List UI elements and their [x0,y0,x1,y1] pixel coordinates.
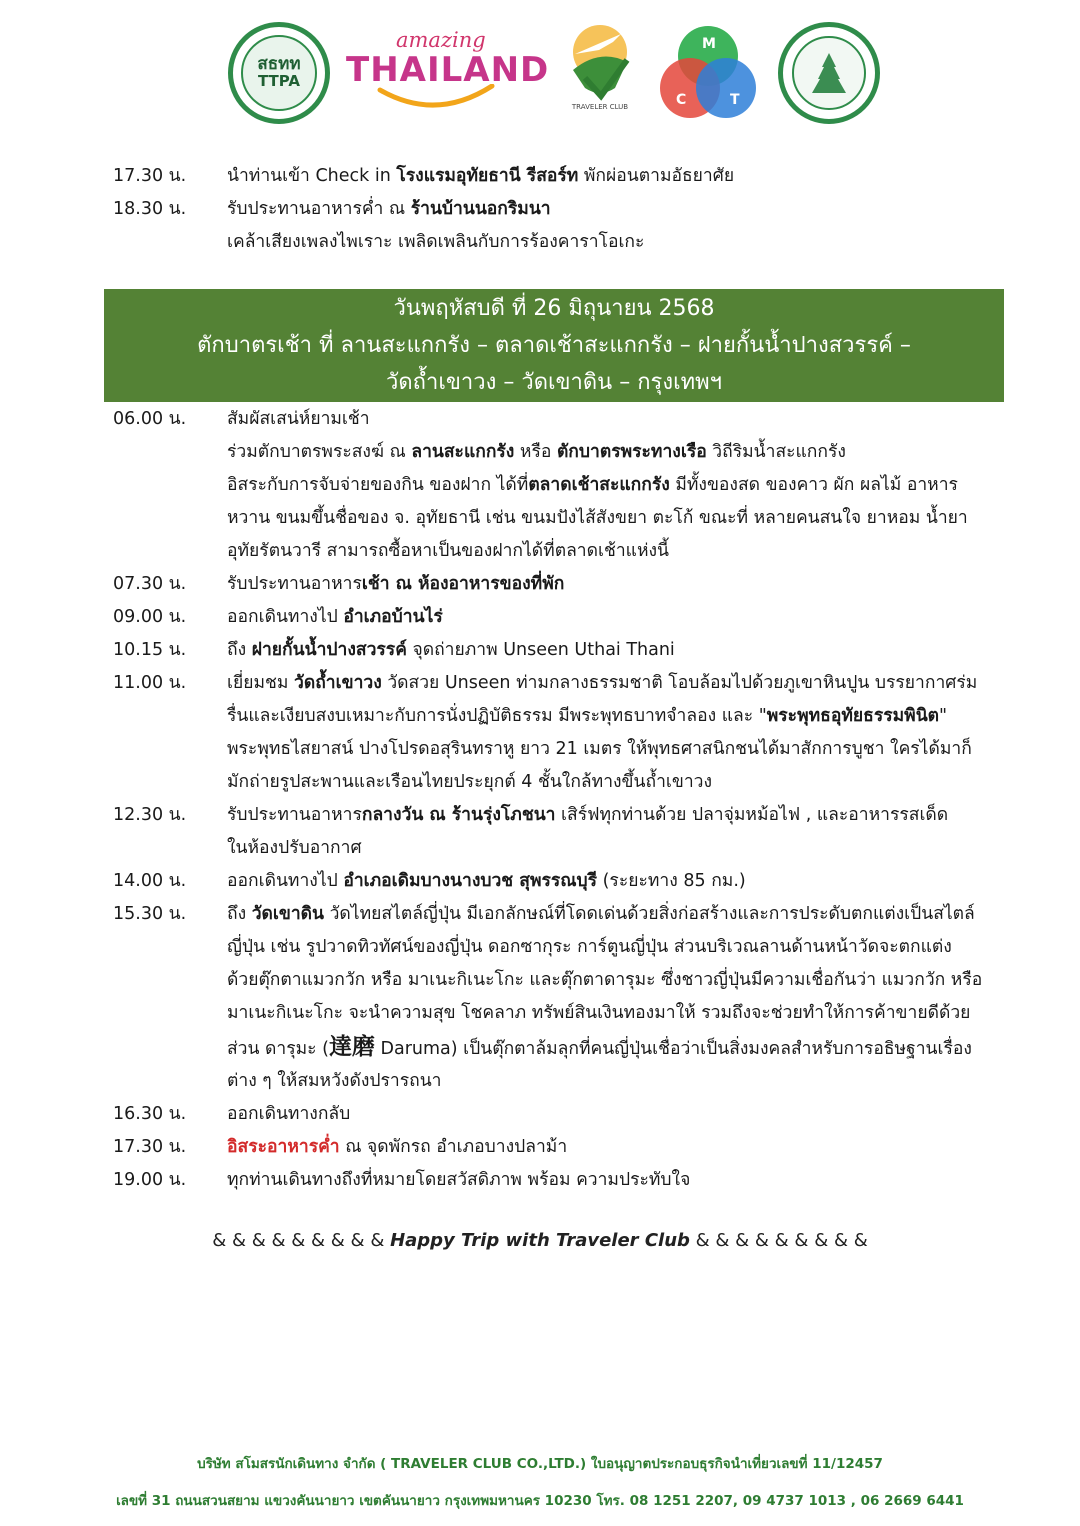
closing-ampersands-right: & & & & & & & & & [689,1230,868,1251]
footer-address-phone: เลขที่ 31 ถนนสวนสยาม แขวงคันนายาว เขตคันนายาว กรุงเทพมหานคร 10230 โทร. 08 1251 2207, 09 4737 1013 , 06 2669 6441 [116,1493,964,1509]
amazing-thailand-logo [346,28,550,118]
text-span: พระพุทธไสยาสน์ ปางโปรดอสุรินทราหู ยาว 21 เมตร ให้พุทธศาสนิกชนได้มาสักการบูชา ใครได้มาก็ [227,739,972,759]
schedule-description [227,403,997,436]
mct-logo [656,22,760,126]
text-bold: ลานสะแกกรัง [411,442,515,462]
text-bold: วัดถ้ำเขาวง [294,673,382,693]
amazing-text: amazing [396,28,486,52]
text-span: ญี่ปุ่น เช่น รูปวาดทิวทัศน์ของญี่ปุ่น ดอกซากุระ การ์ตูนญี่ปุ่น ส่วนบริเวณลานด้านหน้าวัดจะตกแต่ง [227,937,952,957]
schedule-time: 17.30 น. [113,1137,187,1157]
mct-letter-m: M [702,36,716,52]
text-span: มักถ่ายรูปสะพานและเรือนไทยประยุกต์ 4 ชั้นใกล้ทางขึ้นถ้ำเขาวง [227,772,713,792]
text-span: ถึง [227,904,252,924]
schedule-time: 09.00 น. [113,607,187,627]
schedule-time: 14.00 น. [113,871,187,891]
schedule-description [227,226,997,259]
plane-globe-icon [555,18,645,106]
mct-letter-t: T [730,92,740,108]
schedule-description [227,634,997,667]
text-span: เยี่ยมชม [227,673,295,693]
ttpa-logo-latin-text: TTPA [257,72,301,91]
schedule-time: 11.00 น. [113,673,187,693]
schedule-description [227,832,997,865]
text-highlight-red: อิสระอาหารค่ำ [227,1137,340,1157]
day-banner [104,289,1004,402]
text-span: (ระยะทาง 85 กม.) [597,871,746,891]
day-banner-date: วันพฤหัสบดี ที่ 26 มิถุนายน 2568 [393,296,715,321]
text-span: " [939,706,948,726]
text-bold: พระพุทธอุทัยธรรมพินิต [766,706,940,726]
text-span: หวาน ขนมขึ้นชื่อของ จ. อุทัยธานี เช่น ขนมปังไส้สังขยา ตะโก้ ขณะที่ หลายคนสนใจ ยาหอม น้ำยา [227,508,968,528]
text-span: ร่วมตักบาตรพระสงฆ์ ณ [227,442,412,462]
text-span: รื่นและเงียบสงบเหมาะกับการนั่งปฏิบัติธรรม มีพระพุทธบาทจำลอง และ " [227,706,767,726]
schedule-time: 18.30 น. [113,199,187,219]
text-bold: อำเภอบ้านไร่ [343,607,443,627]
text-span: อุทัยรัตนวารี สามารถซื้อหาเป็นของฝากได้ที่ตลาดเช้าแห่งนี้ [227,541,669,561]
text-span: จุดถ่ายภาพ Unseen Uthai Thani [406,640,675,660]
text-span: ออกเดินทางไป [227,607,344,627]
text-span: หรือ [514,442,557,462]
traveler-club-logo [555,18,645,118]
schedule-time: 06.00 น. [113,409,187,429]
schedule-description [227,601,997,634]
text-span: ส่วน ดารุมะ ( [227,1039,329,1059]
schedule-description [227,1098,997,1131]
schedule-description [227,1065,997,1098]
text-span: ณ จุดพักรถ อำเภอบางปลาม้า [339,1137,568,1157]
text-bold: เช้า ณ ห้องอาหารของที่พัก [361,574,565,594]
text-span: นำท่านเข้า Check in [227,166,397,186]
text-span: รับประทานอาหารค่ำ ณ [227,199,411,219]
text-bold: กลางวัน ณ ร้านรุ่งโภชนา [361,805,556,825]
schedule-time: 16.30 น. [113,1104,187,1124]
text-bold: โรงแรมอุทัยธานี รีสอร์ท [396,166,579,186]
text-span: มาเนะกิเนะโกะ จะนำความสุข โชคลาภ ทรัพย์สินเงินทองมาให้ รวมถึงจะช่วยทำให้การค้าขายดีด้วย [227,1003,971,1023]
schedule-description [227,964,997,997]
text-span: ออกเดินทางกลับ [227,1104,351,1124]
text-span: เสิร์ฟทุกท่านด้วย ปลาจุ่มหม้อไฟ , และอาหารรสเด็ด [555,805,949,825]
schedule-description [227,700,997,733]
schedule-description [227,898,997,931]
text-bold: วัดเขาดิน [251,904,325,924]
schedule-description [227,160,997,193]
text-span: รับประทานอาหาร [227,574,362,594]
schedule-description [227,193,997,226]
thailand-text: THAILAND [346,50,550,90]
schedule-description [227,502,997,535]
schedule-time: 12.30 น. [113,805,187,825]
ttpa-logo-thai-text: สธทท [257,54,301,75]
schedule-time: 10.15 น. [113,640,187,660]
text-span: มีทั้งของสด ของคาว ผัก ผลไม้ อาหาร [669,475,958,495]
schedule-description [227,865,997,898]
schedule-description [227,766,997,799]
text-span: ในห้องปรับอากาศ [227,838,362,858]
kanji-daruma: 達磨 [328,1034,375,1060]
text-span: ถึง [227,640,252,660]
text-span: อิสระกับการจับจ่ายของกิน ของฝาก ได้ที่ [227,475,529,495]
logo-strip [0,18,1080,133]
text-span: เคล้าเสียงเพลงไพเราะ เพลิดเพลินกับการร้องคาราโอเกะ [227,232,645,252]
text-span: วิถีริมน้ำสะแกกรัง [706,442,846,462]
schedule-description [227,1031,997,1066]
text-span: ด้วยตุ๊กตาแมวกวัก หรือ มาเนะกิเนะโกะ และตุ๊กตาดารุมะ ซึ่งชาวญี่ปุ่นมีความเชื่อกันว่า แมวกวัก หรือ [227,970,983,990]
day-banner-route-1: ตักบาตรเช้า ที่ ลานสะแกกรัง – ตลาดเช้าสะแกกรัง – ฝายกั้นน้ำปางสวรรค์ – [197,333,911,358]
ttpa-logo [228,22,330,124]
schedule-description [227,931,997,964]
closing-message: Happy Trip with Traveler Club [390,1230,690,1251]
traveler-club-caption: TRAVELER CLUB [571,103,629,111]
text-bold: ตลาดเช้าสะแกกรัง [528,475,670,495]
text-bold: ตักบาตรพระทางเรือ [556,442,707,462]
closing-ampersands-left: & & & & & & & & & [212,1230,391,1251]
schedule-description [227,733,997,766]
schedule-description [227,997,997,1030]
schedule-description [227,535,997,568]
schedule-description [227,436,997,469]
temple-icon [804,51,854,95]
text-span: รับประทานอาหาร [227,805,362,825]
day-banner-route-2: วัดถ้ำเขาวง – วัดเขาดิน – กรุงเทพฯ [386,370,722,395]
text-span: ออกเดินทางไป [227,871,344,891]
text-span: พักผ่อนตามอัธยาศัย [578,166,735,186]
text-span: ต่าง ๆ ให้สมหวังดังปรารถนา [227,1071,442,1091]
text-bold: ร้านบ้านนอกริมนา [410,199,551,219]
schedule-description [227,469,997,502]
mct-letter-c: C [676,92,687,108]
schedule-description [227,1164,997,1197]
text-bold: ฝายกั้นน้ำปางสวรรค์ [251,640,407,660]
footer-company-license: บริษัท สโมสรนักเดินทาง จำกัด ( TRAVELER CLUB CO.,LTD.) ใบอนุญาตประกอบธุรกิจนำเที่ยวเลขที่ 11/12457 [197,1456,883,1472]
travel-press-logo [778,22,880,124]
schedule-time: 19.00 น. [113,1170,187,1190]
travel-press-logo-center [792,36,866,110]
schedule-time: 17.30 น. [113,166,187,186]
ttpa-logo-center [241,35,317,111]
text-bold: อำเภอเดิมบางนางบวช สุพรรณบุรี [343,871,598,891]
schedule-description [227,568,997,601]
swoosh-icon [376,84,496,118]
schedule-description [227,799,997,832]
schedule-description [227,1131,997,1164]
schedule-time: 15.30 น. [113,904,187,924]
text-span: ทุกท่านเดินทางถึงที่หมายโดยสวัสดิภาพ พร้อม ความประทับใจ [227,1170,691,1190]
text-span: วัดสวย Unseen ท่ามกลางธรรมชาติ โอบล้อมไปด้วยภูเขาหินปูน บรรยากาศร่ม [381,673,978,693]
closing-line [0,1230,1080,1251]
text-span: Daruma) เป็นตุ๊กตาล้มลุกที่คนญี่ปุ่นเชื่อว่าเป็นสิ่งมงคลสำหรับการอธิษฐานเรื่อง [374,1039,972,1059]
schedule-description [227,667,997,700]
text-span: วัดไทยสไตล์ญี่ปุ่น มีเอกลักษณ์ที่โดดเด่นด้วยสิ่งก่อสร้างและการประดับตกแต่งเป็นสไตล์ [324,904,975,924]
schedule-time: 07.30 น. [113,574,187,594]
text-span: สัมผัสเสน่ห์ยามเช้า [227,409,370,429]
